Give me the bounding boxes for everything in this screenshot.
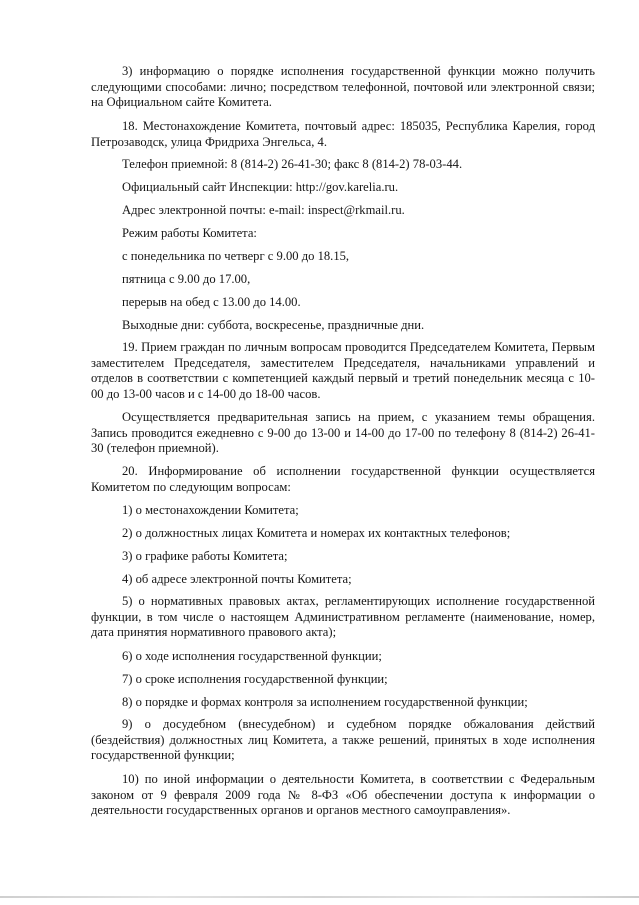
list-item-4: 4) об адресе электронной почты Комитета;	[122, 572, 352, 586]
list-item-1: 1) о местонахождении Комитета;	[122, 503, 299, 517]
list-item-7: 7) о сроке исполнения государственной функции;	[122, 672, 388, 686]
paragraph-info-methods: 3) информацию о порядке исполнения государственной функции можно получить следующими способами: лично; посредством телефонной, почтовой или электронной связи; на Официальном сайте Комитета.	[91, 64, 595, 110]
line-work-schedule-title: Режим работы Комитета:	[122, 226, 257, 240]
paragraph-pre-registration: Осуществляется предварительная запись на прием, с указанием темы обращения. Запись проводится ежедневно с 9-00 до 13-00 и 14-00 до 17-00 по телефону 8 (814-2) 26-41-30 (телефон приемной).	[91, 410, 595, 456]
list-item-9: 9) о досудебном (внесудебном) и судебном порядке обжалования действий (бездействия) должностных лиц Комитета, а также решений, принятых в ходе исполнения государственной функции;	[91, 717, 595, 763]
list-item-5: 5) о нормативных правовых актах, регламентирующих исполнение государственной функции, в том числе о настоящем Административном регламенте (наименование, номер, дата принятия нормативного правового акта);	[91, 594, 595, 640]
paragraph-location: 18. Местонахождение Комитета, почтовый адрес: 185035, Республика Карелия, город Петрозаводск, улица Фридриха Энгельса, 4.	[91, 119, 595, 149]
paragraph-citizen-reception: 19. Прием граждан по личным вопросам проводится Председателем Комитета, Первым заместителем Председателя, заместителем Председателя, начальниками управлений и отделов в соответствии с компетенцией каждый первый и третий понедельник месяца с 10-00 до 13-00 часов и с 14-00 до 18-00 часов.	[91, 340, 595, 401]
line-schedule-fri: пятница с 9.00 до 17.00,	[122, 272, 251, 286]
list-item-6: 6) о ходе исполнения государственной функции;	[122, 649, 382, 663]
scan-edge-divider	[0, 896, 639, 898]
list-item-10: 10) по иной информации о деятельности Комитета, в соответствии с Федеральным законом от 9 февраля 2009 года № 8-ФЗ «Об обеспечении доступа к информации о деятельности государственных органов и органов местного самоуправления».	[91, 772, 595, 818]
list-item-2: 2) о должностных лицах Комитета и номерах их контактных телефонов;	[122, 526, 511, 540]
paragraph-informing: 20. Информирование об исполнении государственной функции осуществляется Комитетом по следующим вопросам:	[91, 464, 595, 494]
line-days-off: Выходные дни: суббота, воскресенье, праздничные дни.	[122, 318, 425, 332]
list-item-3: 3) о графике работы Комитета;	[122, 549, 288, 563]
line-schedule-mon-thu: с понедельника по четверг с 9.00 до 18.15,	[122, 249, 350, 263]
line-email: Адрес электронной почты: e-mail: inspect@rkmail.ru.	[122, 203, 405, 217]
line-lunch-break: перерыв на обед с 13.00 до 14.00.	[122, 295, 301, 309]
line-phone-fax: Телефон приемной: 8 (814-2) 26-41-30; факс 8 (814-2) 78-03-44.	[122, 157, 463, 171]
line-website: Официальный сайт Инспекции: http://gov.karelia.ru.	[122, 180, 399, 194]
list-item-8: 8) о порядке и формах контроля за исполнением государственной функции;	[122, 695, 528, 709]
